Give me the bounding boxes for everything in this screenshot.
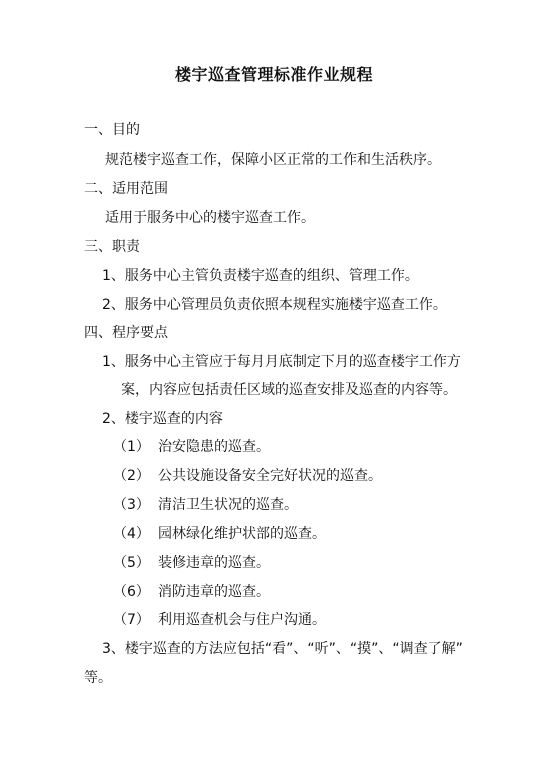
procedure-item-2: 2、楼宇巡查的内容	[102, 411, 223, 427]
procedure-item-1-line-1: 1、服务中心主管应于每月月底制定下月的巡查楼宇工作方	[102, 354, 461, 370]
section-body-purpose: 规范楼宇巡查工作，保障小区正常的工作和生活秩序。	[105, 152, 441, 168]
subitem-number: （4）	[113, 526, 150, 542]
subitem-number: （2）	[113, 468, 150, 484]
subitem-number: （5）	[113, 555, 150, 571]
section-heading-procedure: 四、程序要点	[84, 325, 168, 341]
document-title: 楼宇巡查管理标准作业规程	[174, 65, 373, 84]
subitem-number: （6）	[113, 584, 150, 600]
section-heading-scope: 二、适用范围	[84, 181, 168, 197]
subitem-text: 公共设施设备安全完好状况的巡查。	[158, 468, 382, 484]
procedure-item-3-line-2: 等。	[84, 670, 112, 686]
subitem-text: 清洁卫生状况的巡查。	[158, 497, 298, 513]
duty-item-2: 2、服务中心管理员负责依照本规程实施楼宇巡查工作。	[102, 297, 447, 313]
subitem-text: 装修违章的巡查。	[158, 555, 270, 571]
subitem-text: 治安隐患的巡查。	[158, 439, 270, 455]
subitem-text: 园林绿化维护状部的巡查。	[158, 526, 326, 542]
section-heading-duties: 三、职责	[84, 239, 140, 255]
subitem-text: 消防违章的巡查。	[158, 584, 270, 600]
subitem-text: 利用巡查机会与住户沟通。	[158, 612, 326, 628]
section-body-scope: 适用于服务中心的楼宇巡查工作。	[105, 210, 315, 226]
section-heading-purpose: 一、目的	[84, 122, 140, 138]
subitem-number: （7）	[113, 612, 150, 628]
duty-item-1: 1、服务中心主管负责楼宇巡查的组织、管理工作。	[102, 268, 419, 284]
procedure-item-3-line-1: 3、楼宇巡查的方法应包括“看”、“听”、“摸”、“调查了解”	[102, 641, 463, 657]
subitem-number: （3）	[113, 497, 150, 513]
subitem-number: （1）	[113, 439, 150, 455]
procedure-item-1-line-2: 案，内容应包括责任区域的巡查安排及巡查的内容等。	[121, 382, 457, 398]
